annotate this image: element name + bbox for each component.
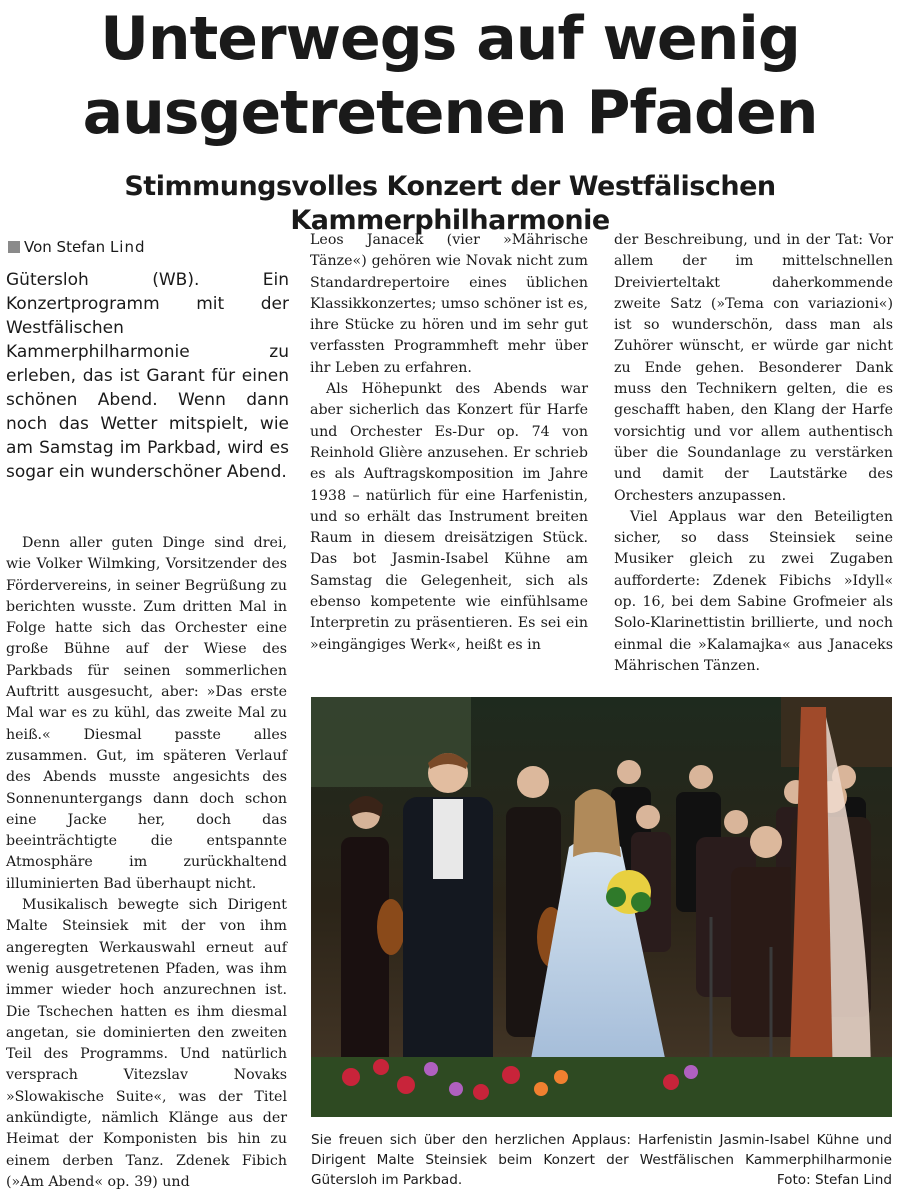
caption-text: Sie freuen sich über den herzlichen Applaus: Harfenistin Jasmin-Isabel Kühne und Dirigent Malte Steinsiek beim Konzert der Westfälischen Kammerphilharmonie Gütersloh im Parkbad. bbox=[311, 1132, 892, 1188]
text-column-2 bbox=[310, 230, 588, 656]
subheadline: Stimmungsvolles Konzert der Westfälischen Kammerphilharmonie bbox=[124, 171, 776, 236]
paragraph: der Beschreibung, und in der Tat: Vor allem der im mittelschnellen Dreivierteltakt daherkommende zweite Satz (»Tema con variazioni«) ist so wunderschön, dass man als Zuhörer wünscht, er würde gar nicht zu Ende gehen. Besonderer Dank muss den Technikern gelten, die es geschafft haben, den Klang der Harfe vorsichtig und vor allem authentisch über die Soundanlage zu verstärken und damit der Lautstärke des Orchesters anzupassen. bbox=[614, 232, 893, 504]
headline-line-2: ausgetretenen Pfaden bbox=[82, 78, 818, 148]
photo-credit: Foto: Stefan Lind bbox=[776, 1172, 892, 1188]
byline-author: Lind bbox=[109, 238, 146, 256]
photo-caption bbox=[311, 1130, 892, 1190]
paragraph: Als Höhepunkt des Abends war aber sicherlich das Konzert für Harfe und Orchester Es-Dur op. 74 von Reinhold Glière anzusehen. Er schrieb es als Auftragskomposition im Jahre 1938 – natürlich für eine Harfenistin, und so erhält das Instrument breiten Raum in diesem dreisätzigen Stück. Das bot Jasmin-Isabel Kühne am Samstag die Gelegenheit, sich als ebenso kompetente wie einfühlsame Interpretin zu präsentieren. Es sei ein »eingängiges Werk«, heißt es in bbox=[310, 381, 588, 653]
paragraph: Leos Janacek (vier »Mährische Tänze«) gehören wie Novak nicht zum Standardrepertoire eines üblichen Klassikkonzertes; umso schöner ist es, ihre Stücke zu hören und im sehr gut verfassten Programmheft mehr über ihr Leben zu erfahren. bbox=[310, 232, 588, 376]
concert-photo bbox=[311, 697, 892, 1117]
byline-prefix: Von Stefan bbox=[24, 238, 110, 256]
paragraph: Musikalisch bewegte sich Dirigent Malte Steinsiek mit der von ihm angeregten Werkauswahl erneut auf wenig ausgetretenen Pfaden, was ihm immer wieder hoch anzurechnen ist. Die Tschechen hatten es ihm diesmal angetan, sie dominierten den zweiten Teil des Programms. Und natürlich versprach Vitezslav Novaks »Slowakische Suite«, was der Titel ankündigte, nämlich Klänge aus der Heimat der Komponisten bis hin zu einem derben Tanz. Zdenek Fibich (»Am Abend« op. 39) und bbox=[6, 897, 287, 1190]
text-column-1 bbox=[6, 533, 287, 1193]
paragraph: Denn aller guten Dinge sind drei, wie Volker Wilmking, Vorsitzender des Fördervereins, in seiner Begrüßung zu berichten wusste. Zum dritten Mal in Folge hatte sich das Orchester eine große Bühne auf der Wiese des Parkbads für seinen sommerlichen Auftritt ausgesucht, aber: »Das erste Mal war es zu kühl, das zweite Mal zu heiß.« Diesmal passte alles zusammen. Gut, im späteren Verlauf des Abends musste angesichts des Sonnenuntergangs dann doch schon eine Jacke her, doch das beeinträchtigte die entspannte Atmosphäre im zurückhaltend illuminierten Bad überhaupt nicht. bbox=[6, 535, 287, 892]
text-column-3 bbox=[614, 230, 893, 677]
headline-line-1: Unterwegs auf wenig bbox=[100, 4, 800, 74]
byline-square-icon bbox=[8, 241, 20, 253]
byline bbox=[8, 236, 298, 258]
paragraph: Viel Applaus war den Beteiligten sicher, so dass Steinsiek seine Musiker gleich zu zwei Zugaben aufforderte: Zdenek Fibichs »Idyll« op. 16, bei dem Sabine Grofmeier als Solo-Klarinettistin brillierte, und noch einmal die »Kalamajka« aus Janaceks Mährischen Tänzen. bbox=[614, 508, 893, 674]
lead-paragraph: Gütersloh (WB). Ein Konzertprogramm mit der Westfälischen Kammerphilharmonie zu erleben, das ist Garant für einen schönen Abend. Wenn dann noch das Wetter mitspielt, wie am Samstag im Parkbad, wird es sogar ein wunderschöner Abend. bbox=[6, 270, 289, 482]
concert-photo-illustration bbox=[311, 697, 892, 1117]
headline bbox=[0, 2, 900, 150]
